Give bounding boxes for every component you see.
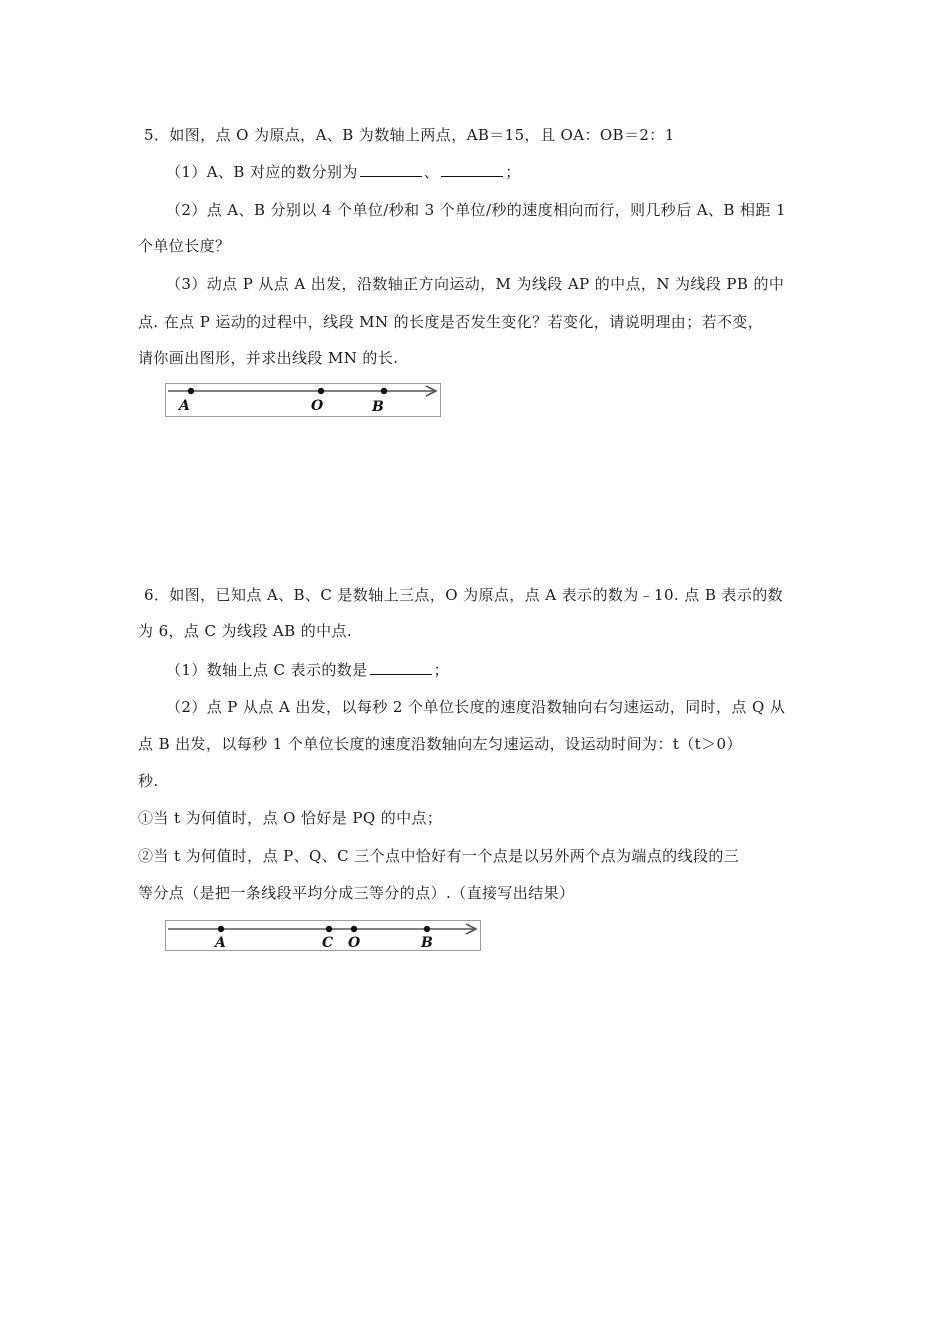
- q6-number-line-figure: [165, 920, 481, 951]
- q6-sub2-line2: 等分点（是把一条线段平均分成三等分的点）.（直接写出结果）: [138, 884, 575, 902]
- q6-label-a: A: [215, 935, 226, 950]
- q5-label-b: B: [372, 399, 384, 415]
- q5-part3-line1: （3）动点 P 从点 A 出发，沿数轴正方向运动，M 为线段 AP 的中点，N 为线段 PB 的中: [166, 275, 785, 293]
- q5-answer-blank-b[interactable]: [441, 162, 503, 177]
- q5-answer-blank-a[interactable]: [360, 162, 422, 177]
- q5-part1-text: （1）A、B 对应的数分别为: [166, 163, 358, 181]
- q6-point-b: [424, 926, 430, 932]
- q5-point-b: [381, 388, 387, 394]
- q6-part2-line2: 点 B 出发，以每秒 1 个单位长度的速度沿数轴向左匀速运动，设运动时间为：t（t＞0）: [138, 735, 742, 753]
- q5-label-a: A: [179, 398, 190, 414]
- q6-stem-line2: 为 6，点 C 为线段 AB 的中点.: [138, 622, 353, 640]
- q6-part2-line1: （2）点 P 从点 A 出发，以每秒 2 个单位长度的速度沿数轴向右匀速运动，同时，点 Q 从: [166, 698, 786, 716]
- q5-point-o: [318, 388, 324, 394]
- q5-stem: 5．如图，点 O 为原点，A、B 为数轴上两点，AB＝15，且 OA：OB＝2：1: [144, 126, 675, 144]
- q5-part1-sep: 、: [423, 163, 440, 181]
- q6-label-b: B: [421, 935, 433, 950]
- q6-point-o: [351, 926, 357, 932]
- q5-part2-line2: 个单位长度？: [138, 237, 231, 255]
- q5-part1-end: ；: [505, 163, 521, 181]
- q5-part1: [166, 162, 521, 182]
- q6-part1: [166, 660, 449, 680]
- q5-part2-line1: （2）点 A、B 分别以 4 个单位/秒和 3 个单位/秒的速度相向而行，则几秒后 A、B 相距 1: [166, 201, 786, 219]
- q6-part2-line3: 秒.: [138, 772, 159, 790]
- q6-sub2-line1: ②当 t 为何值时，点 P、Q、C 三个点中恰好有一个点是以另外两个点为端点的线段的三: [138, 847, 740, 865]
- q6-label-c: C: [322, 935, 334, 950]
- q6-stem-line1: 6．如图，已知点 A、B、C 是数轴上三点，O 为原点，点 A 表示的数为﹣10. 点 B 表示的数: [144, 586, 784, 604]
- q5-part3-line3: 请你画出图形，并求出线段 MN 的长.: [138, 349, 399, 367]
- q5-point-a: [188, 388, 194, 394]
- q6-sub1: ①当 t 为何值时，点 O 恰好是 PQ 的中点；: [138, 809, 443, 827]
- q5-label-o: O: [311, 398, 324, 414]
- q6-part1-end: ；: [433, 661, 449, 679]
- q5-number-line-svg: [166, 384, 440, 416]
- q6-label-o: O: [348, 935, 361, 950]
- q6-number-line-svg: [166, 921, 480, 950]
- q6-point-c: [326, 926, 332, 932]
- q6-point-a: [218, 926, 224, 932]
- q5-number-line-figure: [165, 383, 441, 417]
- q6-answer-blank-c[interactable]: [370, 660, 432, 675]
- q5-part3-line2: 点. 在点 P 运动的过程中，线段 MN 的长度是否发生变化？若变化，请说明理由；若不变，: [138, 313, 764, 331]
- q6-part1-text: （1）数轴上点 C 表示的数是: [166, 661, 368, 679]
